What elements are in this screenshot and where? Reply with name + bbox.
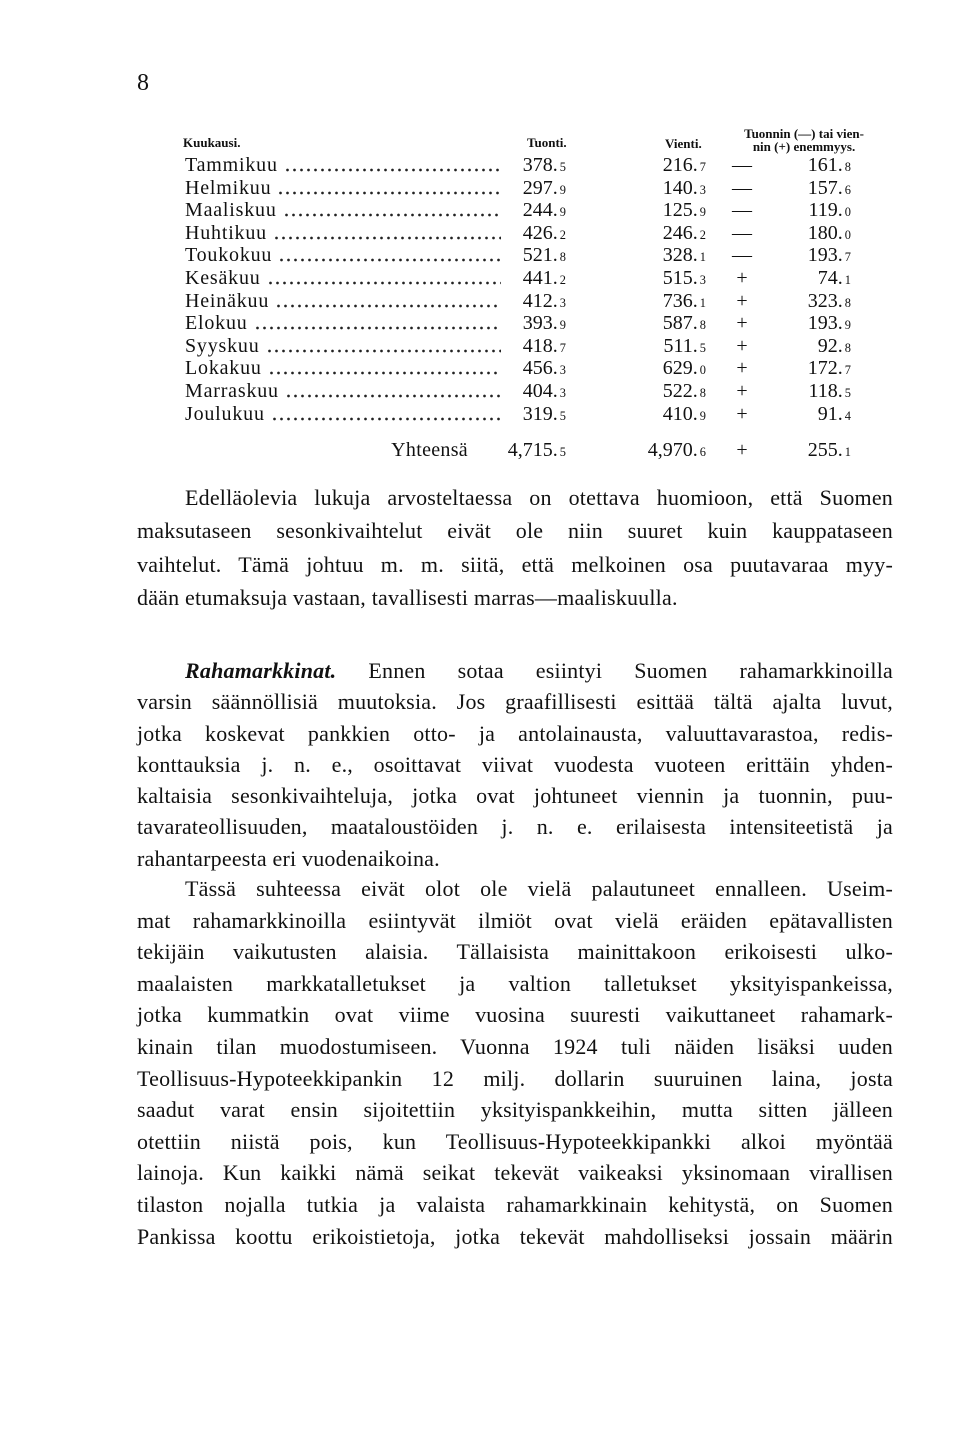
paragraph bbox=[137, 481, 893, 614]
dot-leader bbox=[278, 244, 501, 267]
text-line: tilaston nojalla tutkia ja valaista rahamarkkinain kehitystä, on Suomen bbox=[137, 1191, 893, 1217]
decimal-digit: 9 bbox=[699, 205, 706, 220]
paragraph bbox=[137, 873, 893, 1252]
total-label: Yhteensä bbox=[391, 439, 468, 461]
balance-cell: 193. 7 bbox=[807, 244, 851, 267]
text-line: mat rahamarkkinoilla esiintyvät ilmiöt ovat vielä eräiden epätavallisten bbox=[137, 907, 893, 933]
month-name: Marraskuu bbox=[185, 379, 279, 402]
column-header-month: Kuukausi. bbox=[183, 135, 241, 150]
decimal-digit: 1 bbox=[844, 445, 851, 459]
decimal-digit: 8 bbox=[699, 318, 706, 333]
text-line: maalaisten markkatalletukset ja valtion talletukset yksityispankeissa, bbox=[137, 970, 893, 996]
balance-sign: + bbox=[736, 334, 748, 357]
dot-leader bbox=[268, 357, 501, 380]
text-line: Edelläolevia lukuja arvosteltaessa on otettava huomioon, että Suomen bbox=[185, 485, 893, 510]
exports-cell: 522. 8 bbox=[662, 379, 706, 402]
month-cell bbox=[185, 199, 501, 222]
imports-cell: 456. 3 bbox=[522, 357, 566, 380]
decimal-digit: 9 bbox=[559, 205, 566, 220]
balance-cell: 91. 4 bbox=[817, 402, 851, 425]
balance-cell: 119. 0 bbox=[808, 199, 851, 222]
imports-cell: 244. 9 bbox=[522, 199, 566, 222]
decimal-digit: 8 bbox=[844, 160, 851, 174]
imports-cell: 521. 8 bbox=[522, 244, 566, 267]
page-number: 8 bbox=[137, 70, 149, 96]
dot-leader bbox=[285, 380, 501, 403]
month-name: Joulukuu bbox=[185, 402, 265, 425]
text-line: varsin säännöllisiä muutoksia. Jos graafillisesti esittää tältä ajalta luvut, bbox=[137, 689, 893, 715]
balance-cell: 118. 5 bbox=[808, 379, 851, 402]
dot-leader bbox=[284, 154, 501, 177]
decimal-digit: 3 bbox=[559, 385, 566, 400]
text-line: jotka koskevat pankkien otto- ja antolainausta, valuuttavarastoa, redis- bbox=[137, 720, 893, 746]
decimal-digit: 9 bbox=[559, 318, 566, 333]
decimal-digit: 6 bbox=[699, 445, 706, 459]
imports-cell: 297. 9 bbox=[522, 176, 566, 199]
table-total-row bbox=[0, 439, 960, 462]
balance-cell: 323. 8 bbox=[807, 289, 851, 312]
month-name: Lokakuu bbox=[185, 357, 262, 380]
decimal-digit: 8 bbox=[699, 385, 706, 400]
exports-cell: 328. 1 bbox=[662, 244, 706, 267]
text-line: Tässä suhteessa eivät olot ole vielä palautuneet ennalleen. Useim- bbox=[185, 876, 893, 901]
text-line bbox=[137, 655, 893, 686]
decimal-digit: 5 bbox=[844, 385, 851, 400]
text-line: jotka kummatkin ovat viime vuosina suuresti vaikuttaneet rahamark- bbox=[137, 1002, 893, 1028]
table-row bbox=[0, 380, 960, 403]
decimal-digit: 7 bbox=[844, 250, 851, 265]
month-name: Heinäkuu bbox=[185, 289, 270, 312]
exports-cell: 736. 1 bbox=[662, 289, 706, 312]
table-row bbox=[0, 290, 960, 313]
decimal-digit: 8 bbox=[844, 295, 851, 310]
balance-sign: + bbox=[736, 289, 748, 312]
dot-leader bbox=[266, 335, 501, 358]
table-row bbox=[0, 199, 960, 222]
month-name: Elokuu bbox=[185, 312, 248, 335]
decimal-digit: 3 bbox=[699, 182, 706, 197]
balance-cell: 74. 1 bbox=[817, 266, 851, 289]
decimal-digit: 1 bbox=[699, 295, 706, 310]
table-body bbox=[0, 154, 960, 425]
decimal-digit: 7 bbox=[844, 363, 851, 378]
imports-cell: 319. 5 bbox=[522, 402, 566, 425]
text-line: kinain tilan muodostumiseen. Vuonna 1924 tuli näiden lisäksi uuden bbox=[137, 1033, 893, 1059]
balance-cell: 172. 7 bbox=[807, 357, 851, 380]
month-name: Maaliskuu bbox=[185, 199, 277, 222]
text-line: saadut varat ensin sijoitettiin yksityispankkeihin, mutta sitten jälleen bbox=[137, 1097, 893, 1123]
text-line: kaltaisia sesonkivaihteluja, jotka ovat johtuneet viennin ja tuonnin, puu- bbox=[137, 783, 893, 809]
text-line: tavarateollisuuden, maataloustöiden j. n. e. erilaisesta intensiteetistä ja bbox=[137, 814, 893, 840]
imports-cell: 404. 3 bbox=[522, 379, 566, 402]
balance-cell: 161. 8 bbox=[807, 154, 851, 176]
exports-cell: 629. 0 bbox=[662, 357, 706, 380]
balance-cell: 180. 0 bbox=[807, 221, 851, 244]
imports-cell: 378. 5 bbox=[522, 154, 566, 176]
table-row bbox=[0, 267, 960, 290]
balance-sign: + bbox=[736, 357, 748, 380]
table-row bbox=[0, 222, 960, 245]
month-name: Toukokuu bbox=[185, 244, 273, 267]
balance-sign: + bbox=[736, 266, 748, 289]
exports-cell: 140. 3 bbox=[662, 176, 706, 199]
decimal-digit: 2 bbox=[699, 227, 706, 242]
decimal-digit: 9 bbox=[559, 182, 566, 197]
exports-cell: 515. 3 bbox=[662, 266, 706, 289]
decimal-digit: 9 bbox=[699, 408, 706, 423]
decimal-digit: 1 bbox=[699, 250, 706, 265]
imports-cell: 418. 7 bbox=[522, 334, 566, 357]
text-line: rahantarpeesta eri vuodenaikoina. bbox=[137, 845, 440, 871]
table-row bbox=[0, 357, 960, 380]
month-name: Tammikuu bbox=[185, 154, 278, 176]
imports-cell: 441. 2 bbox=[522, 266, 566, 289]
total-balance-cell: 255. 1 bbox=[807, 439, 851, 461]
month-cell bbox=[185, 222, 501, 245]
month-name: Kesäkuu bbox=[185, 266, 261, 289]
decimal-digit: 8 bbox=[559, 250, 566, 265]
balance-sign: — bbox=[732, 244, 752, 267]
decimal-digit: 3 bbox=[559, 363, 566, 378]
dot-leader bbox=[277, 177, 501, 200]
balance-cell: 92. 8 bbox=[817, 334, 851, 357]
dot-leader bbox=[273, 222, 501, 245]
balance-cell: 193. 9 bbox=[807, 312, 851, 335]
column-header-imports: Tuonti. bbox=[527, 135, 567, 150]
decimal-digit: 2 bbox=[559, 272, 566, 287]
decimal-digit: 3 bbox=[699, 272, 706, 287]
balance-sign: — bbox=[732, 199, 752, 222]
exports-cell: 587. 8 bbox=[662, 312, 706, 335]
table-row bbox=[0, 154, 960, 177]
dot-leader bbox=[283, 199, 501, 222]
text-line: konttauksia j. n. e., osoittavat viivat vuodesta vuoteen erittäin yhden- bbox=[137, 751, 893, 777]
table-row bbox=[0, 244, 960, 267]
month-cell bbox=[185, 403, 501, 426]
decimal-digit: 6 bbox=[844, 182, 851, 197]
text-line: Teollisuus-Hypoteekkipankin 12 milj. dollarin suuruinen laina, josta bbox=[137, 1065, 893, 1091]
balance-sign: + bbox=[736, 312, 748, 335]
decimal-digit: 0 bbox=[844, 205, 851, 220]
decimal-digit: 0 bbox=[844, 227, 851, 242]
month-cell bbox=[185, 267, 501, 290]
exports-cell: 246. 2 bbox=[662, 221, 706, 244]
column-header-balance-line: nin (+) enemmyys. bbox=[752, 138, 856, 154]
exports-cell: 410. 9 bbox=[662, 402, 706, 425]
table-row bbox=[0, 312, 960, 335]
text-line: tekijäin vaikutusten alaisia. Tällaisista mainittakoon erikoisesti ulko- bbox=[137, 939, 893, 965]
column-header-exports: Vienti. bbox=[665, 136, 702, 151]
dot-leader bbox=[275, 290, 501, 313]
exports-cell: 216. 7 bbox=[662, 154, 706, 176]
imports-cell: 412. 3 bbox=[522, 289, 566, 312]
month-name: Huhtikuu bbox=[185, 221, 267, 244]
imports-cell: 393. 9 bbox=[522, 312, 566, 335]
table-row bbox=[0, 335, 960, 358]
balance-sign: — bbox=[732, 154, 752, 176]
exports-cell: 511. 5 bbox=[663, 334, 706, 357]
month-cell bbox=[185, 357, 501, 380]
dot-leader bbox=[267, 267, 501, 290]
balance-sign: + bbox=[736, 379, 748, 402]
decimal-digit: 4 bbox=[844, 408, 851, 423]
month-name: Syyskuu bbox=[185, 334, 260, 357]
text-line: Pankissa koottu erikoistietoja, jotka tekevät mahdolliseksi jossain määrin bbox=[137, 1223, 893, 1249]
text-line: maksutaseen sesonkivaihtelut eivät ole niin suuret kuin kauppataseen bbox=[137, 518, 893, 544]
month-cell bbox=[185, 290, 501, 313]
decimal-digit: 0 bbox=[699, 363, 706, 378]
text-line-content: Ennen sotaa esiintyi Suomen rahamarkkinoilla bbox=[368, 658, 893, 683]
decimal-digit: 2 bbox=[559, 227, 566, 242]
table-row bbox=[0, 177, 960, 200]
balance-sign: — bbox=[732, 176, 752, 199]
decimal-digit: 9 bbox=[844, 318, 851, 333]
month-cell bbox=[185, 177, 501, 200]
dot-leader bbox=[271, 403, 501, 426]
text-line: dään etumaksuja vastaan, tavallisesti marras—maaliskuulla. bbox=[137, 584, 678, 610]
table-row bbox=[0, 403, 960, 426]
imports-cell: 426. 2 bbox=[522, 221, 566, 244]
text-line: vaihtelut. Tämä johtuu m. m. siitä, että melkoinen osa puutavaraa myy- bbox=[137, 551, 893, 577]
text-line: lainoja. Kun kaikki nämä seikat tekevät vaikeaksi yksinomaan virallisen bbox=[137, 1160, 893, 1186]
month-cell bbox=[185, 380, 501, 403]
decimal-digit: 3 bbox=[559, 295, 566, 310]
decimal-digit: 5 bbox=[559, 408, 566, 423]
decimal-digit: 5 bbox=[559, 160, 566, 174]
total-balance-sign: + bbox=[736, 439, 748, 461]
balance-sign: — bbox=[732, 221, 752, 244]
decimal-digit: 1 bbox=[844, 272, 851, 287]
exports-cell: 125. 9 bbox=[662, 199, 706, 222]
text-line: otettiin niistä pois, kun Teollisuus-Hypoteekkipankki alkoi myöntää bbox=[137, 1128, 893, 1154]
paragraph bbox=[137, 655, 893, 874]
column-header-balance bbox=[724, 128, 884, 153]
month-cell bbox=[185, 244, 501, 267]
decimal-digit: 5 bbox=[559, 445, 566, 459]
decimal-digit: 7 bbox=[559, 340, 566, 355]
dot-leader bbox=[254, 312, 501, 335]
section-heading: Rahamarkkinat. bbox=[185, 658, 337, 683]
column-header-balance-line: Tuonnin (—) tai vien- bbox=[744, 126, 864, 141]
decimal-digit: 8 bbox=[844, 340, 851, 355]
decimal-digit: 5 bbox=[699, 340, 706, 355]
total-imports-cell: 4,715. 5 bbox=[507, 439, 566, 461]
month-cell bbox=[185, 154, 501, 177]
total-exports-cell: 4,970. 6 bbox=[647, 439, 706, 461]
balance-sign: + bbox=[736, 402, 748, 425]
balance-cell: 157. 6 bbox=[807, 176, 851, 199]
decimal-digit: 7 bbox=[699, 160, 706, 174]
month-cell bbox=[185, 335, 501, 358]
month-cell bbox=[185, 312, 501, 335]
month-name: Helmikuu bbox=[185, 176, 272, 199]
